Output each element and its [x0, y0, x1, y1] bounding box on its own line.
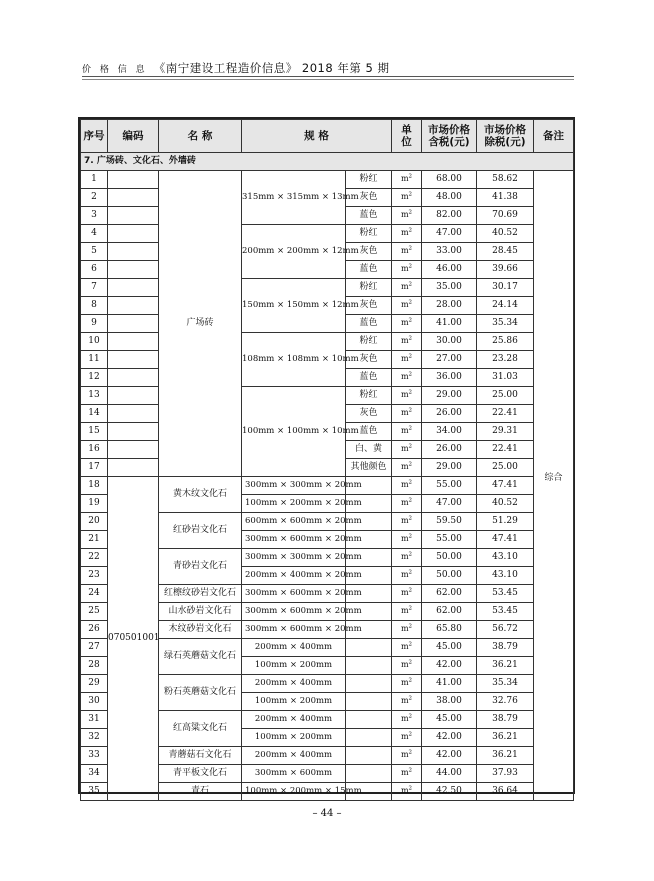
cell-spec: 300mm × 300mm × 20mm [242, 549, 346, 567]
cell-spec: 315mm × 315mm × 13mm [242, 171, 346, 225]
col-header-price-tax: 市场价格含税(元) [422, 120, 477, 153]
cell-color: 粉红 [346, 333, 392, 351]
cell-name: 黄木纹文化石 [159, 477, 242, 513]
cell-price-notax: 36.64 [477, 783, 534, 801]
cell-price-tax: 27.00 [422, 351, 477, 369]
cell-no: 8 [81, 297, 108, 315]
cell-color [346, 639, 392, 657]
col-header-unit [392, 120, 422, 153]
cell-no: 28 [81, 657, 108, 675]
cell-spec: 200mm × 400mm [242, 747, 346, 765]
col-header-name: 名 称 [159, 120, 242, 153]
cell-unit [392, 765, 422, 783]
cell-no: 10 [81, 333, 108, 351]
cell-unit [392, 405, 422, 423]
cell-no: 1 [81, 171, 108, 189]
cell-spec: 300mm × 300mm × 20mm [242, 477, 346, 495]
cell-no: 21 [81, 531, 108, 549]
cell-unit [392, 495, 422, 513]
cell-unit [392, 675, 422, 693]
cell-color: 粉红 [346, 387, 392, 405]
cell-unit [392, 189, 422, 207]
cell-unit [392, 585, 422, 603]
unit-label: $m^2$ [400, 263, 413, 273]
unit-label: $m^2$ [400, 749, 413, 759]
cell-color: 粉红 [346, 225, 392, 243]
unit-label: $m^2$ [400, 353, 413, 363]
unit-label: $m^2$ [400, 767, 413, 777]
unit-label: $m^2$ [400, 191, 413, 201]
cell-code [108, 297, 159, 315]
cell-color: 灰色 [346, 243, 392, 261]
cell-name: 木纹砂岩文化石 [159, 621, 242, 639]
cell-code [108, 171, 159, 189]
cell-code [108, 387, 159, 405]
cell-no: 17 [81, 459, 108, 477]
cell-unit [392, 621, 422, 639]
cell-name: 山水砂岩文化石 [159, 603, 242, 621]
unit-label: $m^2$ [400, 371, 413, 381]
unit-label: $m^2$ [400, 497, 413, 507]
cell-no: 30 [81, 693, 108, 711]
cell-price-notax: 37.93 [477, 765, 534, 783]
cell-unit [392, 369, 422, 387]
cell-price-tax: 55.00 [422, 477, 477, 495]
header-title: 《南宁建设工程造价信息》 2018 年第 5 期 [153, 61, 390, 75]
cell-spec: 150mm × 150mm × 12mm [242, 279, 346, 333]
cell-spec: 300mm × 600mm [242, 765, 346, 783]
cell-unit [392, 477, 422, 495]
unit-label: $m^2$ [400, 695, 413, 705]
cell-price-tax: 42.50 [422, 783, 477, 801]
cell-price-tax: 35.00 [422, 279, 477, 297]
cell-code [108, 243, 159, 261]
cell-price-notax: 36.21 [477, 657, 534, 675]
cell-code: 070501001 [108, 477, 159, 801]
cell-code [108, 279, 159, 297]
cell-spec: 600mm × 600mm × 20mm [242, 513, 346, 531]
cell-price-tax: 68.00 [422, 171, 477, 189]
cell-price-notax: 31.03 [477, 369, 534, 387]
table-row [81, 279, 574, 297]
table-row [81, 387, 574, 405]
cell-no: 19 [81, 495, 108, 513]
cell-color: 灰色 [346, 351, 392, 369]
cell-spec: 100mm × 200mm [242, 729, 346, 747]
cell-code [108, 333, 159, 351]
cell-spec: 200mm × 400mm [242, 675, 346, 693]
header-prefix: 价 格 信 息 [82, 65, 148, 75]
cell-price-tax: 62.00 [422, 585, 477, 603]
cell-unit [392, 747, 422, 765]
cell-unit [392, 639, 422, 657]
cell-price-notax: 36.21 [477, 729, 534, 747]
cell-no: 29 [81, 675, 108, 693]
cell-price-tax: 50.00 [422, 567, 477, 585]
cell-name: 绿石英蘑菇文化石 [159, 639, 242, 675]
unit-label: $m^2$ [400, 731, 413, 741]
cell-no: 4 [81, 225, 108, 243]
page-number: – 44 – [312, 808, 342, 819]
cell-price-notax: 53.45 [477, 603, 534, 621]
cell-name: 青平板文化石 [159, 765, 242, 783]
cell-unit [392, 729, 422, 747]
cell-unit [392, 711, 422, 729]
cell-price-notax: 70.69 [477, 207, 534, 225]
col-header-code: 编码 [108, 120, 159, 153]
cell-spec: 200mm × 200mm × 12mm [242, 225, 346, 279]
cell-spec: 300mm × 600mm × 20mm [242, 531, 346, 549]
cell-color [346, 657, 392, 675]
unit-label: $m^2$ [400, 335, 413, 345]
cell-color [346, 747, 392, 765]
cell-unit [392, 315, 422, 333]
cell-price-tax: 50.00 [422, 549, 477, 567]
cell-spec: 200mm × 400mm [242, 711, 346, 729]
cell-price-notax: 36.21 [477, 747, 534, 765]
cell-price-tax: 41.00 [422, 315, 477, 333]
unit-label: $m^2$ [400, 299, 413, 309]
remark-text: 综合 [544, 473, 563, 483]
unit-label: $m^2$ [400, 551, 413, 561]
cell-price-tax: 33.00 [422, 243, 477, 261]
table-body [81, 153, 574, 801]
cell-price-notax: 25.00 [477, 387, 534, 405]
cell-price-tax: 34.00 [422, 423, 477, 441]
cell-code [108, 207, 159, 225]
unit-label: $m^2$ [400, 569, 413, 579]
cell-no: 22 [81, 549, 108, 567]
cell-price-notax: 40.52 [477, 225, 534, 243]
cell-price-tax: 42.00 [422, 657, 477, 675]
cell-no: 15 [81, 423, 108, 441]
cell-no: 32 [81, 729, 108, 747]
cell-price-notax: 29.31 [477, 423, 534, 441]
cell-price-notax: 38.79 [477, 711, 534, 729]
unit-label: $m^2$ [400, 389, 413, 399]
cell-no: 24 [81, 585, 108, 603]
cell-color [346, 729, 392, 747]
cell-no: 2 [81, 189, 108, 207]
cell-unit [392, 171, 422, 189]
cell-price-notax: 25.86 [477, 333, 534, 351]
cell-price-tax: 65.80 [422, 621, 477, 639]
cell-price-tax: 29.00 [422, 387, 477, 405]
cell-price-notax: 51.29 [477, 513, 534, 531]
cell-price-tax: 47.00 [422, 225, 477, 243]
unit-label: $m^2$ [400, 461, 413, 471]
cell-no: 35 [81, 783, 108, 801]
cell-spec: 100mm × 100mm × 10mm [242, 387, 346, 477]
cell-name: 红砂岩文化石 [159, 513, 242, 549]
cell-code [108, 261, 159, 279]
unit-label: $m^2$ [400, 209, 413, 219]
cell-no: 9 [81, 315, 108, 333]
unit-label: $m^2$ [400, 587, 413, 597]
cell-unit [392, 531, 422, 549]
cell-price-tax: 36.00 [422, 369, 477, 387]
cell-unit [392, 297, 422, 315]
cell-color: 蓝色 [346, 207, 392, 225]
unit-label: $m^2$ [400, 425, 413, 435]
cell-spec: 108mm × 108mm × 10mm [242, 333, 346, 387]
cell-price-tax: 42.00 [422, 747, 477, 765]
unit-label: $m^2$ [400, 713, 413, 723]
cell-no: 11 [81, 351, 108, 369]
table-row [81, 477, 574, 495]
cell-price-notax: 35.34 [477, 675, 534, 693]
cell-price-notax: 35.34 [477, 315, 534, 333]
cell-unit [392, 387, 422, 405]
cell-name: 粉石英蘑菇文化石 [159, 675, 242, 711]
cell-unit [392, 693, 422, 711]
cell-price-notax: 43.10 [477, 549, 534, 567]
cell-no: 27 [81, 639, 108, 657]
cell-color: 灰色 [346, 297, 392, 315]
cell-code [108, 423, 159, 441]
cell-no: 16 [81, 441, 108, 459]
cell-price-notax: 39.66 [477, 261, 534, 279]
cell-code [108, 225, 159, 243]
cell-no: 34 [81, 765, 108, 783]
cell-unit [392, 225, 422, 243]
price-table [80, 119, 574, 801]
cell-price-tax: 30.00 [422, 333, 477, 351]
col-header-remark: 备注 [534, 120, 574, 153]
cell-unit [392, 261, 422, 279]
cell-price-notax: 53.45 [477, 585, 534, 603]
cell-price-tax: 38.00 [422, 693, 477, 711]
unit-label: $m^2$ [400, 245, 413, 255]
cell-name: 青砂岩文化石 [159, 549, 242, 585]
cell-no: 23 [81, 567, 108, 585]
cell-price-tax: 62.00 [422, 603, 477, 621]
cell-no: 5 [81, 243, 108, 261]
cell-price-tax: 44.00 [422, 765, 477, 783]
header-rule [82, 76, 574, 77]
unit-label: $m^2$ [400, 785, 413, 795]
cell-code [108, 315, 159, 333]
col-header-price-notax: 市场价格除税(元) [477, 120, 534, 153]
cell-color: 其他颜色 [346, 459, 392, 477]
cell-price-notax: 23.28 [477, 351, 534, 369]
cell-name: 广场砖 [159, 171, 242, 477]
unit-label: $m^2$ [400, 227, 413, 237]
cell-price-notax: 41.38 [477, 189, 534, 207]
cell-no: 25 [81, 603, 108, 621]
cell-price-notax: 38.79 [477, 639, 534, 657]
cell-color: 灰色 [346, 189, 392, 207]
cell-no: 18 [81, 477, 108, 495]
unit-label: $m^2$ [400, 659, 413, 669]
cell-price-notax: 47.41 [477, 531, 534, 549]
cell-color: 灰色 [346, 405, 392, 423]
cell-unit [392, 333, 422, 351]
cell-spec: 200mm × 400mm × 20mm [242, 567, 346, 585]
unit-label: $m^2$ [400, 317, 413, 327]
cell-code [108, 405, 159, 423]
cell-color [346, 765, 392, 783]
table-row [81, 171, 574, 189]
cell-name: 红檫纹砂岩文化石 [159, 585, 242, 603]
cell-no: 20 [81, 513, 108, 531]
cell-price-notax: 58.62 [477, 171, 534, 189]
cell-no: 31 [81, 711, 108, 729]
cell-spec: 300mm × 600mm × 20mm [242, 585, 346, 603]
cell-unit [392, 351, 422, 369]
cell-price-tax: 55.00 [422, 531, 477, 549]
cell-spec: 300mm × 600mm × 20mm [242, 603, 346, 621]
table-row [81, 333, 574, 351]
section-row [81, 153, 574, 171]
col-header-spec: 规 格 [242, 120, 392, 153]
unit-label: $m^2$ [400, 407, 413, 417]
unit-label: $m^2$ [400, 443, 413, 453]
cell-color: 蓝色 [346, 369, 392, 387]
cell-price-notax: 28.45 [477, 243, 534, 261]
cell-price-tax: 45.00 [422, 711, 477, 729]
cell-price-notax: 40.52 [477, 495, 534, 513]
cell-no: 33 [81, 747, 108, 765]
cell-code [108, 369, 159, 387]
cell-price-tax: 47.00 [422, 495, 477, 513]
cell-name: 青石 [159, 783, 242, 801]
cell-price-notax: 24.14 [477, 297, 534, 315]
unit-label: $m^2$ [400, 173, 413, 183]
cell-price-notax: 25.00 [477, 459, 534, 477]
cell-spec: 200mm × 400mm [242, 639, 346, 657]
unit-label: $m^2$ [400, 605, 413, 615]
cell-no: 6 [81, 261, 108, 279]
cell-price-tax: 26.00 [422, 441, 477, 459]
cell-price-notax: 22.41 [477, 405, 534, 423]
cell-price-tax: 29.00 [422, 459, 477, 477]
unit-label: $m^2$ [400, 623, 413, 633]
cell-price-tax: 42.00 [422, 729, 477, 747]
cell-unit [392, 423, 422, 441]
cell-no: 26 [81, 621, 108, 639]
cell-no: 3 [81, 207, 108, 225]
cell-spec: 300mm × 600mm × 20mm [242, 621, 346, 639]
cell-price-tax: 28.00 [422, 297, 477, 315]
col-header-no: 序号 [81, 120, 108, 153]
cell-remark [534, 171, 574, 801]
cell-code [108, 351, 159, 369]
unit-label: $m^2$ [400, 677, 413, 687]
unit-label: $m^2$ [400, 533, 413, 543]
cell-color: 蓝色 [346, 423, 392, 441]
cell-name: 红高粱文化石 [159, 711, 242, 747]
cell-price-tax: 82.00 [422, 207, 477, 225]
cell-unit [392, 243, 422, 261]
cell-unit [392, 513, 422, 531]
cell-unit [392, 441, 422, 459]
cell-price-notax: 56.72 [477, 621, 534, 639]
table-header-row [81, 120, 574, 153]
cell-price-notax: 47.41 [477, 477, 534, 495]
section-title: 7. 广场砖、文化石、外墙砖 [81, 153, 574, 171]
cell-unit [392, 567, 422, 585]
cell-spec: 100mm × 200mm × 15mm [242, 783, 346, 801]
cell-price-notax: 22.41 [477, 441, 534, 459]
cell-unit [392, 279, 422, 297]
cell-unit [392, 603, 422, 621]
cell-unit [392, 657, 422, 675]
cell-unit [392, 459, 422, 477]
cell-color [346, 675, 392, 693]
unit-label: $m^2$ [400, 515, 413, 525]
header-rule-thin [82, 79, 574, 80]
cell-color [346, 693, 392, 711]
unit-label: $m^2$ [400, 479, 413, 489]
running-header [82, 60, 389, 76]
cell-spec: 100mm × 200mm [242, 693, 346, 711]
cell-color: 粉红 [346, 171, 392, 189]
cell-color: 蓝色 [346, 315, 392, 333]
cell-price-tax: 46.00 [422, 261, 477, 279]
cell-color: 粉红 [346, 279, 392, 297]
cell-unit [392, 783, 422, 801]
cell-price-tax: 45.00 [422, 639, 477, 657]
cell-code [108, 441, 159, 459]
cell-price-notax: 43.10 [477, 567, 534, 585]
cell-price-tax: 41.00 [422, 675, 477, 693]
cell-price-tax: 48.00 [422, 189, 477, 207]
cell-no: 7 [81, 279, 108, 297]
cell-spec: 100mm × 200mm [242, 657, 346, 675]
cell-spec: 100mm × 200mm × 20mm [242, 495, 346, 513]
cell-unit [392, 549, 422, 567]
unit-label: $m^2$ [400, 641, 413, 651]
unit-label: $m^2$ [400, 281, 413, 291]
table-row [81, 225, 574, 243]
cell-color: 白、黄 [346, 441, 392, 459]
cell-price-notax: 30.17 [477, 279, 534, 297]
cell-color [346, 711, 392, 729]
cell-code [108, 459, 159, 477]
cell-price-tax: 59.50 [422, 513, 477, 531]
cell-price-tax: 26.00 [422, 405, 477, 423]
cell-color: 蓝色 [346, 261, 392, 279]
cell-no: 13 [81, 387, 108, 405]
col-header-unit-text: 单位 [401, 123, 412, 148]
cell-no: 12 [81, 369, 108, 387]
cell-code [108, 189, 159, 207]
cell-no: 14 [81, 405, 108, 423]
cell-unit [392, 207, 422, 225]
cell-name: 青蘑菇石文化石 [159, 747, 242, 765]
cell-price-notax: 32.76 [477, 693, 534, 711]
